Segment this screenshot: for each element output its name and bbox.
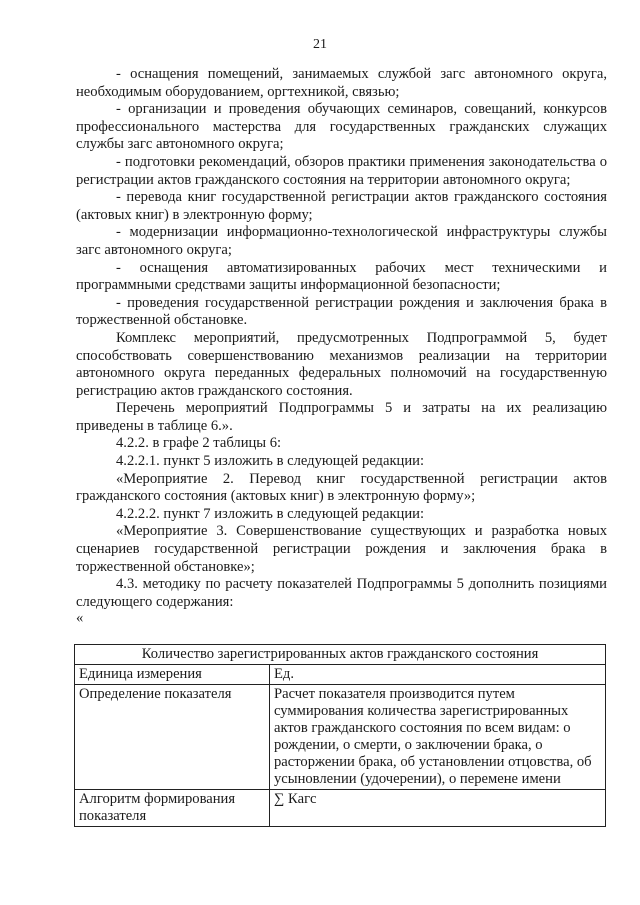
paragraph: «Мероприятие 2. Перевод книг государственной регистрации актов гражданского состояния (актовых книг) в электронную форму»; (76, 470, 607, 505)
paragraph: - перевода книг государственной регистрации актов гражданского состояния (актовых книг) в электронную форму; (76, 189, 607, 223)
paragraph: 4.2.2.1. пункт 5 изложить в следующей редакции: (116, 453, 425, 470)
paragraph: 4.2.2. в графе 2 таблицы 6: (116, 435, 282, 452)
indicator-table (74, 644, 606, 827)
paragraph: 4.3. методику по расчету показателей Подпрограммы 5 дополнить позициями следующего содержания: (76, 576, 607, 610)
paragraph: Комплекс мероприятий, предусмотренных Подпрограммой 5, будет способствовать совершенствованию механизмов реализации на территории автономного округа переданных федеральных полномочий на государственную регистрацию актов гражданского состояния. (76, 329, 607, 399)
paragraph: «Мероприятие 3. Совершенствование существующих и разработка новых сценариев государственной регистрации рождения и заключения брака в торжественной обстановке»; (76, 523, 607, 575)
paragraph: 4.2.2.2. пункт 7 изложить в следующей редакции: (116, 505, 425, 522)
paragraph: Перечень мероприятий Подпрограммы 5 и затраты на их реализацию приведены в таблице 6.». (76, 400, 607, 434)
paragraph: - оснащения автоматизированных рабочих мест техническими и программными средствами защиты информационной безопасности; (76, 259, 607, 294)
table-row (75, 665, 606, 685)
paragraph: - модернизации информационно-технологической инфраструктуры службы загс автономного округа; (76, 224, 607, 258)
paragraph: - подготовки рекомендаций, обзоров практики применения законодательства о регистрации актов гражданского состояния на территории автономного округа; (76, 153, 607, 188)
open-quote: « (76, 610, 84, 627)
table-row (75, 685, 606, 790)
table-cell-value: Ед. (270, 665, 606, 685)
paragraph: - оснащения помещений, занимаемых службой загс автономного округа, необходимым оборудованием, оргтехникой, связью; (76, 66, 607, 100)
document-body (76, 66, 607, 625)
table-cell-value: Расчет показателя производится путем суммирования количества зарегистрированных актов гражданского состояния по всем видам: о рождении, о смерти, о заключении брака, о расторжении брака, об установлении отцовства, об усыновлении (удочерении), о перемене имени (270, 685, 606, 790)
paragraph: - организации и проведения обучающих семинаров, совещаний, конкурсов профессионального мастерства для государственных гражданских служащих службы загс автономного округа; (76, 101, 607, 153)
table-header: Количество зарегистрированных актов гражданского состояния (75, 645, 606, 665)
paragraph: - проведения государственной регистрации рождения и заключения брака в торжественной обстановке. (76, 294, 607, 329)
table-cell-value: ∑ Кагс (270, 790, 606, 827)
table-cell-label: Единица измерения (75, 665, 270, 685)
table-header-row (75, 645, 606, 665)
table-row (75, 790, 606, 827)
table-cell-label: Алгоритм формирования показателя (75, 790, 270, 827)
page-number: 21 (313, 37, 327, 52)
table-cell-label: Определение показателя (75, 685, 270, 790)
